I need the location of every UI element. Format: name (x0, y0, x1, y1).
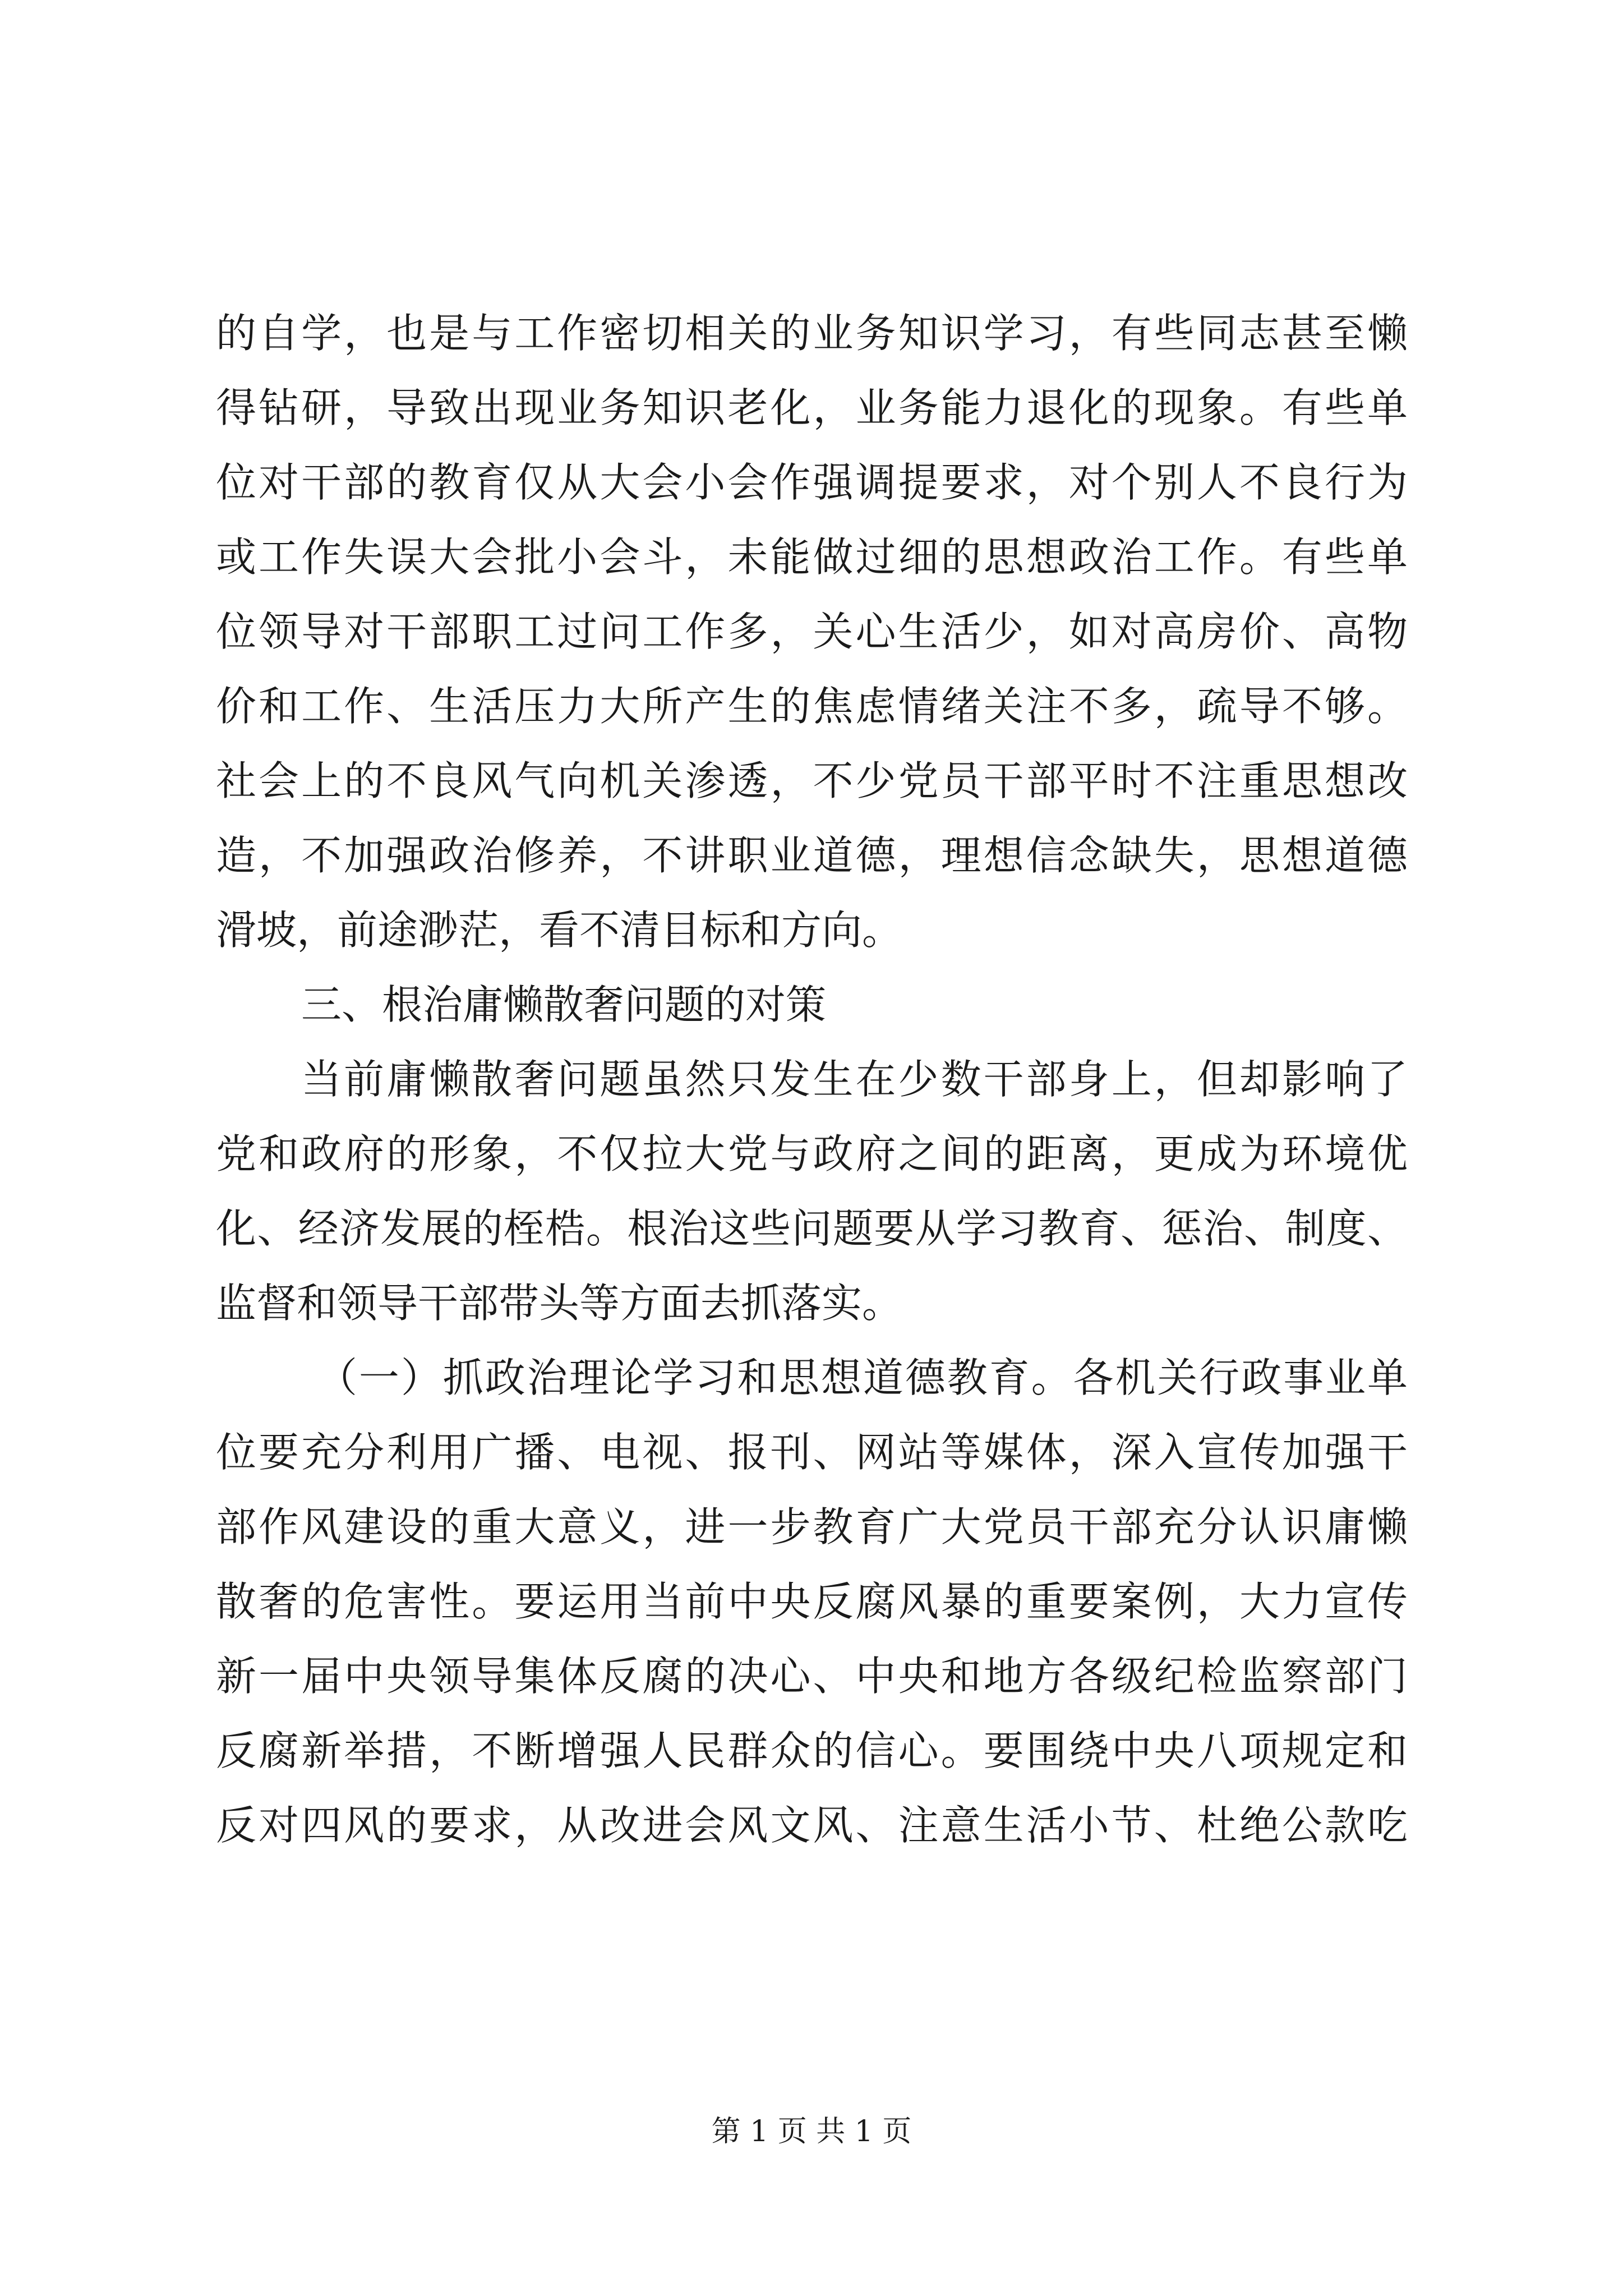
document-body (216, 296, 1408, 1863)
text-line: 新一届中央领导集体反腐的决心、中央和地方各级纪检监察部门 (216, 1653, 1408, 1700)
page-footer: 第 1 页 共 1 页 (711, 2115, 912, 2148)
text-line: 散奢的危害性。要运用当前中央反腐风暴的重要案例，大力宣传 (216, 1578, 1408, 1625)
text-line: 化、经济发展的桎梏。根治这些问题要从学习教育、惩治、制度、 (216, 1205, 1408, 1252)
text-line: 当前庸懒散奢问题虽然只发生在少数干部身上，但却影响了 (301, 1056, 1408, 1103)
text-line: 位领导对干部职工过问工作多，关心生活少，如对高房价、高物 (216, 608, 1408, 655)
section-heading: 三、根治庸懒散奢问题的对策 (301, 981, 827, 1028)
text-line: 价和工作、生活压力大所产生的焦虑情绪关注不多，疏导不够。 (216, 683, 1408, 730)
text-line: 反对四风的要求，从改进会风文风、注意生活小节、杜绝公款吃 (216, 1802, 1408, 1849)
text-line: 监督和领导干部带头等方面去抓落实。 (216, 1280, 903, 1327)
text-line: 造，不加强政治修养，不讲职业道德，理想信念缺失，思想道德 (216, 832, 1408, 879)
text-line: 得钻研，导致出现业务知识老化，业务能力退化的现象。有些单 (216, 384, 1408, 431)
text-line: 位要充分利用广播、电视、报刊、网站等媒体，深入宣传加强干 (216, 1429, 1408, 1476)
text-line: 位对干部的教育仅从大会小会作强调提要求，对个别人不良行为 (216, 459, 1408, 506)
text-line: 党和政府的形象，不仅拉大党与政府之间的距离，更成为环境优 (216, 1130, 1408, 1177)
text-line: 滑坡，前途渺茫，看不清目标和方向。 (216, 907, 903, 954)
text-line: 部作风建设的重大意义，进一步教育广大党员干部充分认识庸懒 (216, 1503, 1408, 1550)
text-line: 的自学，也是与工作密切相关的业务知识学习，有些同志甚至懒 (216, 310, 1408, 357)
text-line: 社会上的不良风气向机关渗透，不少党员干部平时不注重思想改 (216, 757, 1408, 804)
text-line: 反腐新举措，不断增强人民群众的信心。要围绕中央八项规定和 (216, 1727, 1408, 1774)
text-line: 或工作失误大会批小会斗，未能做过细的思想政治工作。有些单 (216, 533, 1408, 581)
subsection-heading: （一）抓政治理论学习和思想道德教育。各机关行政事业单 (317, 1354, 1408, 1401)
